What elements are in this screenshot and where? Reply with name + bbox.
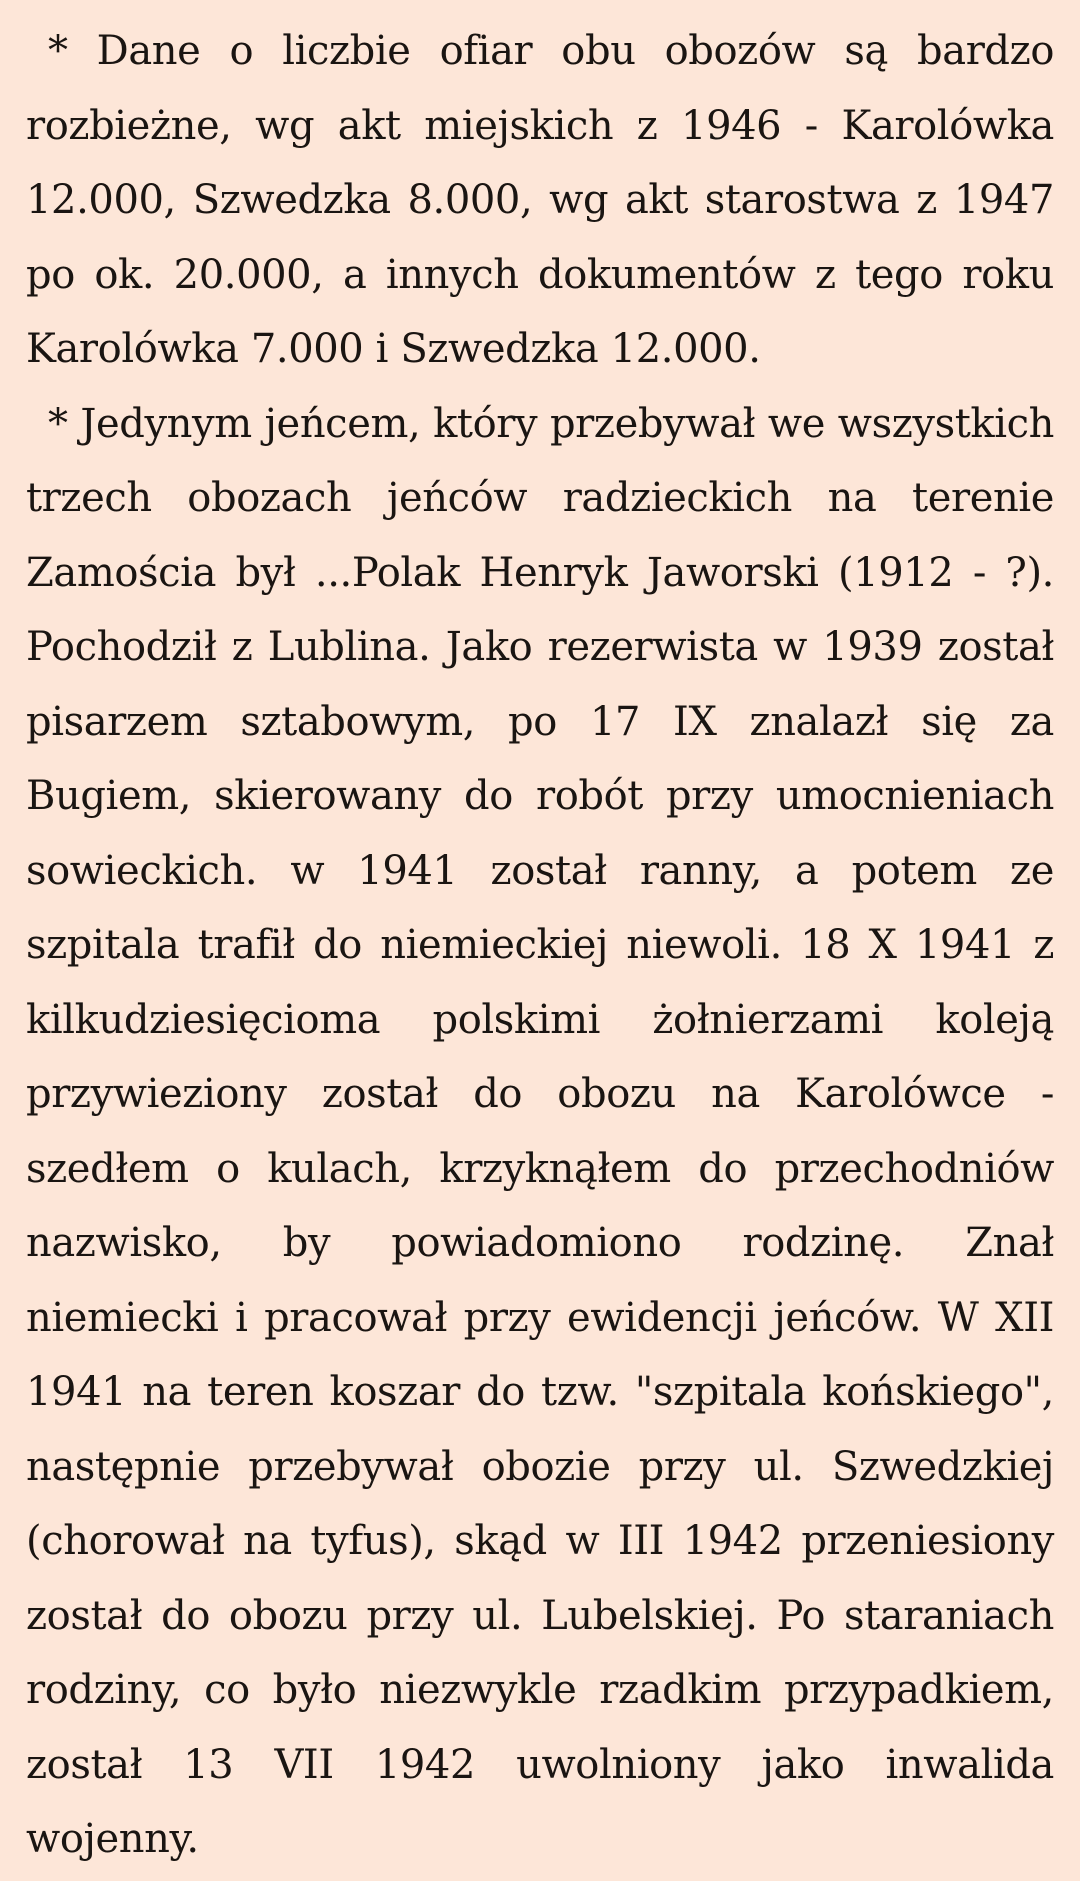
- footnote-paragraph-victims: * Dane o liczbie ofiar obu obozów są bardzo rozbieżne, wg akt miejskich z 1946 - Karolówka 12.000, Szwedzka 8.000, wg akt starostwa z 1947 po ok. 20.000, a innych dokumentów z tego roku Karolówka 7.000 i Szwedzka 12.000.: [26, 28, 1054, 372]
- footnote-paragraph-jaworski: * Jedynym jeńcem, który przebywał we wszystkich trzech obozach jeńców radzieckich na terenie Zamościa był ...Polak Henryk Jaworski (1912 - ?). Pochodził z Lublina. Jako rezerwista w 1939 został pisarzem sztabowym, po 17 IX znalazł się za Bugiem, skierowany do robót przy umocnieniach sowieckich. w 1941 został ranny, a potem ze szpitala trafił do niemieckiej niewoli. 18 X 1941 z kilkudziesięcioma polskimi żołnierzami koleją przywieziony został do obozu na Karolówce - szedłem o kulach, krzyknąłem do przechodniów nazwisko, by powiadomiono rodzinę. Znał niemiecki i pracował przy ewidencji jeńców. W XII 1941 na teren koszar do tzw. "szpitala końskiego", następnie przebywał obozie przy ul. Szwedzkiej (chorował na tyfus), skąd w III 1942 przeniesiony został do obozu przy ul. Lubelskiej. Po staraniach rodziny, co było niezwykle rzadkim przypadkiem, został 13 VII 1942 uwolniony jako inwalida wojenny.: [26, 400, 1054, 1862]
